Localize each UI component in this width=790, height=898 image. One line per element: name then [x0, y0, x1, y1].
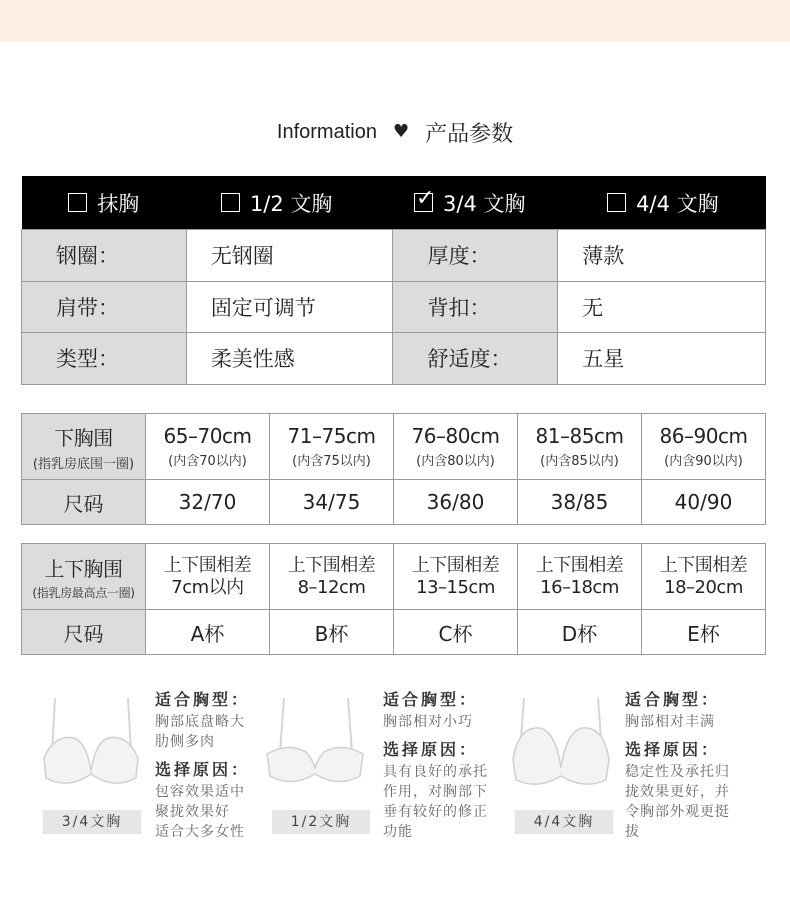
param-label: 舒适度： — [393, 333, 558, 385]
bra-type-row — [22, 176, 766, 230]
param-value: 薄款 — [558, 230, 766, 282]
size-label: 尺码 — [22, 610, 146, 655]
param-row — [22, 333, 766, 385]
half-cup-bra-image — [264, 698, 366, 790]
cup-size-cell: B杯 — [270, 610, 394, 655]
heading-chinese: 产品参数 — [425, 121, 514, 147]
cup-diff-cell: 上下围相差 7cm以内 — [146, 544, 270, 610]
cup-size-cell: E杯 — [642, 610, 766, 655]
size-label: 尺码 — [22, 480, 146, 525]
param-label: 肩带： — [22, 281, 187, 333]
param-label: 钢圈： — [22, 230, 187, 282]
type-option-full: 4/4 文胸 — [607, 188, 718, 218]
bra-description: 适合胸型： 胸部底盘略大 肋侧多肉 选择原因： 包容效果适中 聚拢效果好 适合大多女性 — [155, 690, 251, 840]
cup-size-table — [21, 543, 766, 655]
underbust-cell: 71–75cm (内含75以内) — [270, 414, 394, 480]
param-value: 固定可调节 — [186, 281, 393, 333]
param-value: 五星 — [558, 333, 766, 385]
bra-description: 适合胸型： 胸部相对小巧 选择原因： 具有良好的承托 作用，对胸部下 垂有较好的修正 功能 — [383, 690, 488, 840]
param-value: 无钢圈 — [186, 230, 393, 282]
fit-title: 适合胸型： — [155, 690, 251, 709]
checkbox-icon — [68, 193, 87, 212]
reason-title: 选择原因： — [383, 740, 479, 759]
param-row — [22, 230, 766, 282]
param-label: 背扣： — [393, 281, 558, 333]
underbust-row — [22, 414, 766, 480]
fit-title: 适合胸型： — [625, 690, 721, 709]
type-option-half: 1/2 文胸 — [221, 188, 332, 218]
cup-diff-cell: 上下围相差 18–20cm — [642, 544, 766, 610]
cup-diff-cell: 上下围相差 16–18cm — [518, 544, 642, 610]
full-cup-bra-image — [510, 698, 612, 790]
three-quarter-bra-image — [40, 698, 142, 790]
cup-size-row — [22, 610, 766, 655]
checkbox-checked-icon — [414, 193, 433, 212]
type-option-strapless: 抹胸 — [68, 188, 139, 218]
band-size-cell: 34/75 — [270, 480, 394, 525]
band-size-cell: 32/70 — [146, 480, 270, 525]
underbust-cell: 86–90cm (内含90以内) — [642, 414, 766, 480]
underbust-cell: 76–80cm (内含80以内) — [394, 414, 518, 480]
param-value: 无 — [558, 281, 766, 333]
heart-icon: ♥ — [392, 121, 410, 142]
bra-caption: 3/4文胸 — [43, 810, 141, 834]
parameter-table — [21, 176, 766, 385]
cup-size-cell: A杯 — [146, 610, 270, 655]
band-size-cell: 36/80 — [394, 480, 518, 525]
cup-label-cell — [22, 544, 146, 610]
param-value: 柔美性感 — [186, 333, 393, 385]
cup-diff-cell: 上下围相差 13–15cm — [394, 544, 518, 610]
fit-title: 适合胸型： — [383, 690, 479, 709]
bra-caption: 1/2文胸 — [272, 810, 370, 834]
param-label: 厚度： — [393, 230, 558, 282]
bra-description: 适合胸型： 胸部相对丰满 选择原因： 稳定性及承托归 拢效果更好，并 令胸部外观更挺 拔 — [625, 690, 730, 840]
band-size-row — [22, 480, 766, 525]
underbust-sublabel: (指乳房底围一圈) — [32, 456, 135, 472]
checkbox-icon — [607, 193, 626, 212]
cup-sublabel: (指乳房最高点一圈) — [32, 585, 135, 600]
param-row — [22, 281, 766, 333]
reason-title: 选择原因： — [155, 760, 251, 779]
reason-title: 选择原因： — [625, 740, 721, 759]
cup-size-cell: C杯 — [394, 610, 518, 655]
underbust-size-table — [21, 413, 766, 525]
cup-diff-cell: 上下围相差 8–12cm — [270, 544, 394, 610]
heading-english: Information — [276, 120, 377, 143]
top-banner — [0, 0, 790, 42]
underbust-label: 下胸围 — [54, 425, 113, 450]
band-size-cell: 38/85 — [518, 480, 642, 525]
underbust-label-cell — [22, 414, 146, 480]
band-size-cell: 40/90 — [642, 480, 766, 525]
bra-caption: 4/4文胸 — [515, 810, 613, 834]
checkbox-icon — [221, 193, 240, 212]
cup-size-cell: D杯 — [518, 610, 642, 655]
param-label: 类型： — [22, 333, 187, 385]
underbust-cell: 81–85cm (内含85以内) — [518, 414, 642, 480]
underbust-cell: 65–70cm (内含70以内) — [146, 414, 270, 480]
cup-diff-row — [22, 544, 766, 610]
section-heading — [0, 114, 790, 150]
type-option-three-quarter: ✓ 3/4 文胸 — [414, 188, 525, 218]
cup-label: 上下胸围 — [44, 556, 123, 581]
